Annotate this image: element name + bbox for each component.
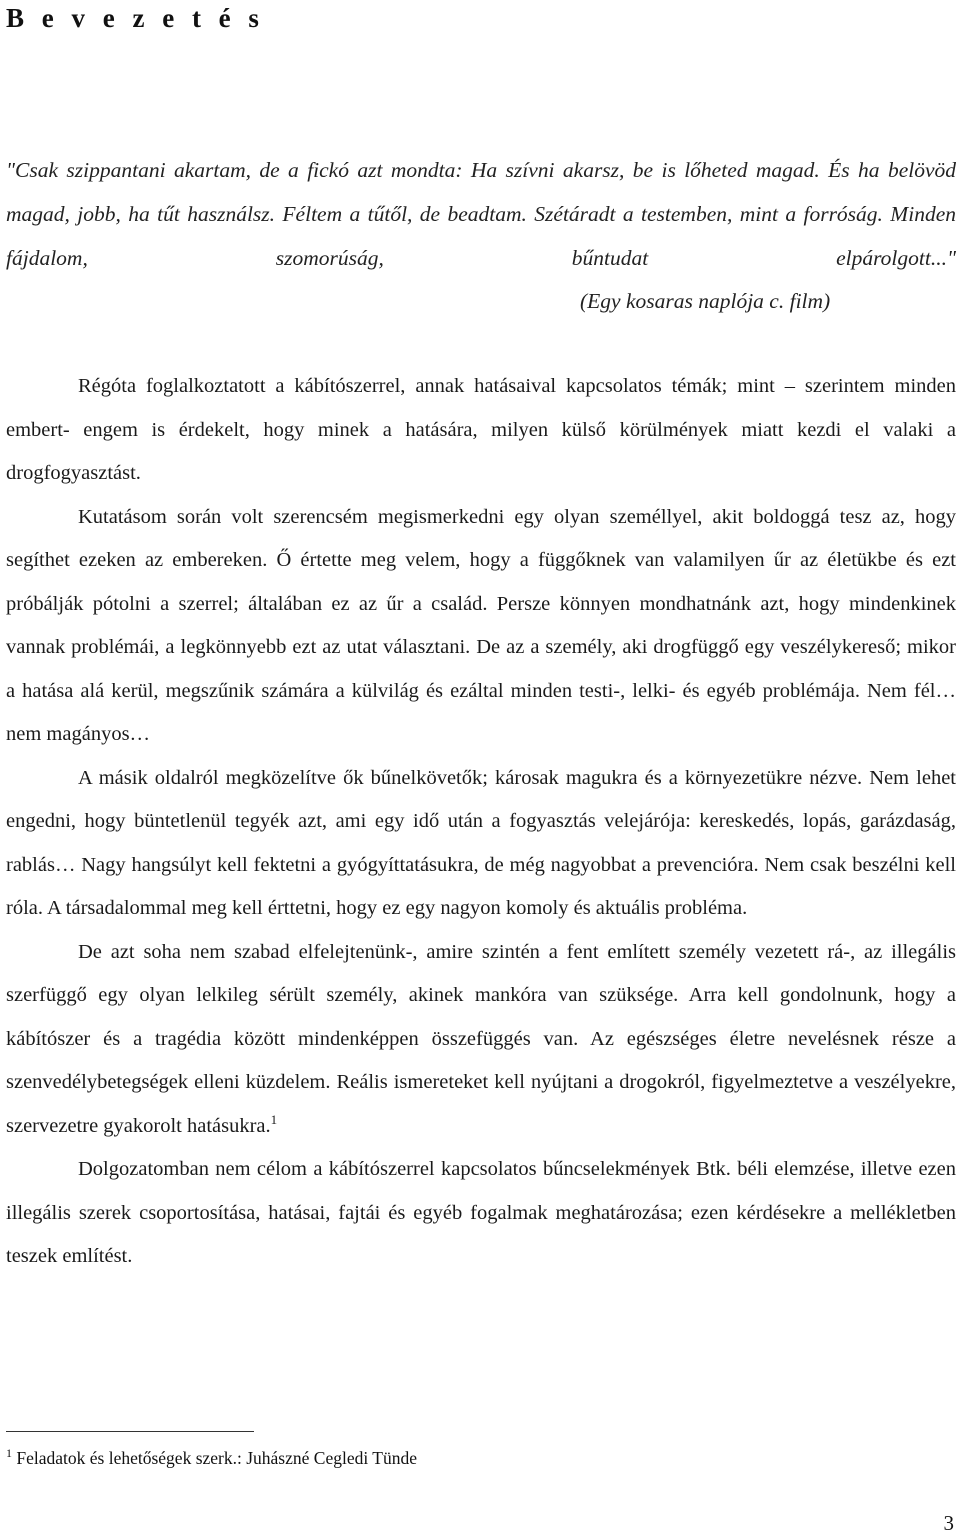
body-text xyxy=(6,365,956,1279)
epigraph-quote: "Csak szippantani akartam, de a fickó azt mondta: Ha szívni akarsz, be is lőheted magad. És ha belövöd magad, jobb, ha tűt használsz. Féltem a tűtől, de beadtam. Szétáradt a testemben, mint a forróság. Minden fájdalom, szomorúság, bűntudat elpárolgott..." xyxy=(6,158,956,270)
paragraph-3: A másik oldalról megközelítve ők bűnelkövetők; károsak magukra és a környezetükre nézve. Nem lehet engedni, hogy büntetlenül tegyék azt, ami egy idő után a fogyasztás velejárója: kereskedés, lopás, garázdaság, rablás… Nagy hangsúlyt kell fektetni a gyógyíttatásukra, de még nagyobbat a prevencióra. Nem csak beszélni kell róla. A társadalommal meg kell érttetni, hogy ez egy nagyon komoly és aktuális probléma. xyxy=(6,766,956,919)
epigraph-source: (Egy kosaras naplója c. film) xyxy=(580,289,831,313)
footnote-number: 1 xyxy=(6,1446,12,1460)
paragraph-2: Kutatásom során volt szerencsém megismerkedni egy olyan személlyel, akit boldoggá tesz az, hogy segíthet ezeken az embereken. Ő értette meg velem, hogy a függőknek van valamilyen űr az életükbe és ezt próbálják pótolni a szerrel; általában ez az űr a család. Persze könnyen mondhatnánk azt, hogy mindenkinek vannak problémái, a legkönnyebb ezt az utat választani. De az a személy, aki drogfüggő egy veszélykereső; mikor a hatása alá kerül, megszűnik számára a külvilág és ezáltal minden testi-, lelki- és egyéb problémája. Nem fél… nem magányos… xyxy=(6,505,956,745)
paragraph-4-text: De azt soha nem szabad elfelejtenünk-, amire szintén a fent említett személy vezetett rá-, az illegális szerfüggő egy olyan lelkileg sérült személy, akinek mankóra van szüksége. Arra kell gondolnunk, hogy a kábítószer és a tragédia között mindenképpen összefüggés van. Az egészséges életre nevelésnek része a szenvedélybetegségek elleni küzdelem. Reális ismereteket kell nyújtani a drogokról, figyelmeztetve a veszélyekre, szervezetre gyakorolt hatásukra. xyxy=(6,940,956,1137)
paragraph-1: Régóta foglalkoztatott a kábítószerrel, annak hatásaival kapcsolatos témák; mint – szerintem minden embert- engem is érdekelt, hogy minek a hatására, milyen külső körülmények miatt kezdi el valaki a drogfogyasztást. xyxy=(6,375,956,484)
page-number: 3 xyxy=(943,1511,954,1535)
footnote-text: Feladatok és lehetőségek szerk.: Juhászné Cegledi Tünde xyxy=(16,1447,417,1468)
paragraph-5: Dolgozatomban nem célom a kábítószerrel kapcsolatos bűncselekmények Btk. béli elemzése, illetve ezen illegális szerek csoportosítása, hatásai, fajtái és egyéb fogalmak meghatározása; ezen kérdésekre a mellékletben teszek említést. xyxy=(6,1158,956,1267)
footnote xyxy=(6,1440,417,1471)
footnote-divider xyxy=(6,1431,254,1432)
page-title: B e v e z e t é s xyxy=(6,3,265,33)
paragraph-4 xyxy=(6,931,956,1149)
footnote-reference: 1 xyxy=(270,1111,278,1127)
